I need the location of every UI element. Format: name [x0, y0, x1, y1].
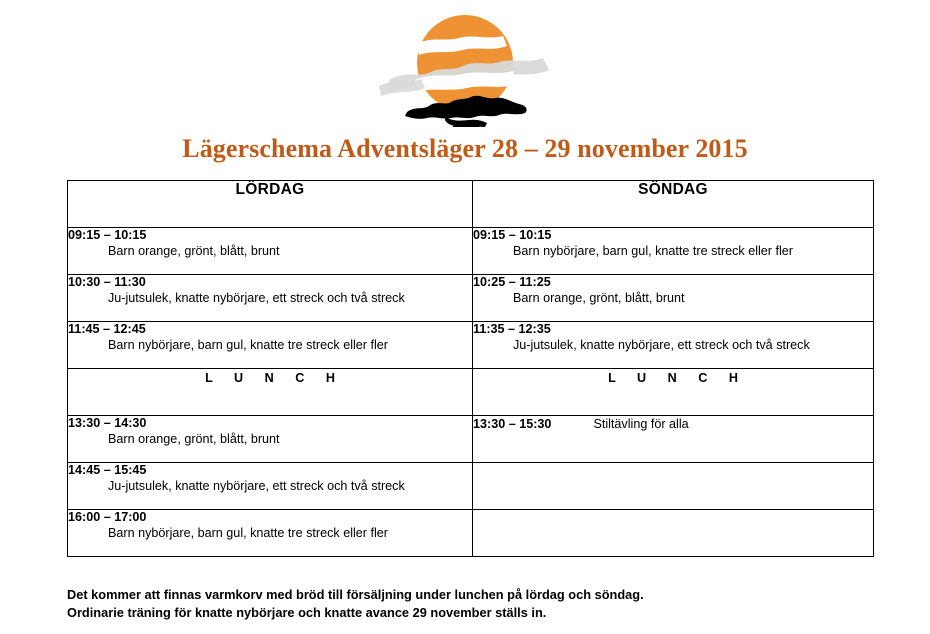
schedule-cell-lordag	[68, 322, 473, 369]
footer-note	[67, 586, 897, 622]
schedule-cell-sondag	[473, 416, 874, 463]
table-row	[68, 510, 874, 557]
schedule-cell-lordag	[68, 228, 473, 275]
schedule-cell-sondag	[473, 275, 874, 322]
slot-description: Ju-jutsulek, knatte nybörjare, ett streck och två streck	[513, 338, 810, 353]
slot-time: 09:15 – 10:15	[68, 228, 147, 242]
lunch-label: L U N C H	[205, 371, 344, 385]
table-row	[68, 463, 874, 510]
table-row	[68, 322, 874, 369]
lunch-cell-sondag	[473, 369, 874, 416]
schedule-body	[68, 228, 874, 557]
slot-description: Barn nybörjare, barn gul, knatte tre streck eller fler	[108, 526, 388, 541]
slot-time: 11:35 – 12:35	[473, 322, 551, 336]
slot-description: Barn nybörjare, barn gul, knatte tre streck eller fler	[513, 244, 793, 259]
slot-time: 10:25 – 11:25	[473, 275, 551, 289]
schedule-cell-lordag	[68, 510, 473, 557]
slot-time: 09:15 – 10:15	[473, 228, 552, 242]
schedule-cell-sondag	[473, 228, 874, 275]
sun-clouds-tree-icon	[379, 8, 551, 136]
table-header-row	[68, 181, 874, 228]
empty-cell-sondag	[473, 510, 874, 557]
logo-area	[0, 0, 930, 136]
table-row	[68, 416, 874, 463]
slot-time: 13:30 – 15:30	[473, 417, 552, 431]
slot-time: 11:45 – 12:45	[68, 322, 146, 336]
column-header-lordag: LÖRDAG	[68, 181, 473, 228]
slot-time: 14:45 – 15:45	[68, 463, 147, 477]
schedule-cell-sondag	[473, 322, 874, 369]
slot-description: Barn nybörjare, barn gul, knatte tre streck eller fler	[108, 338, 388, 353]
document-title: Lägerschema Adventsläger 28 – 29 november 2015	[182, 134, 748, 163]
column-header-sondag: SÖNDAG	[473, 181, 874, 228]
slot-time: 10:30 – 11:30	[68, 275, 146, 289]
slot-time: 16:00 – 17:00	[68, 510, 147, 524]
table-row	[68, 228, 874, 275]
schedule-cell-lordag	[68, 275, 473, 322]
slot-description: Stiltävling för alla	[593, 417, 689, 431]
slot-description: Ju-jutsulek, knatte nybörjare, ett streck och två streck	[108, 479, 405, 494]
empty-cell-sondag	[473, 463, 874, 510]
slot-time: 13:30 – 14:30	[68, 416, 147, 430]
footer-line-2: Ordinarie träning för knatte nybörjare och knatte avance 29 november ställs in.	[67, 605, 547, 621]
slot-description: Barn orange, grönt, blått, brunt	[513, 291, 685, 306]
schedule-table	[67, 180, 874, 557]
slot-description: Ju-jutsulek, knatte nybörjare, ett streck och två streck	[108, 291, 405, 306]
schedule-cell-lordag	[68, 416, 473, 463]
slot-description: Barn orange, grönt, blått, brunt	[108, 432, 280, 447]
schedule-cell-lordag	[68, 463, 473, 510]
inline-slot	[473, 416, 873, 432]
table-row	[68, 275, 874, 322]
schedule-table-container	[67, 180, 873, 557]
lunch-cell-lordag	[68, 369, 473, 416]
lunch-label: L U N C H	[608, 371, 747, 385]
slot-description: Barn orange, grönt, blått, brunt	[108, 244, 280, 259]
table-row	[68, 369, 874, 416]
footer-line-1: Det kommer att finnas varmkorv med bröd till försäljning under lunchen på lördag och söndag.	[67, 587, 644, 602]
